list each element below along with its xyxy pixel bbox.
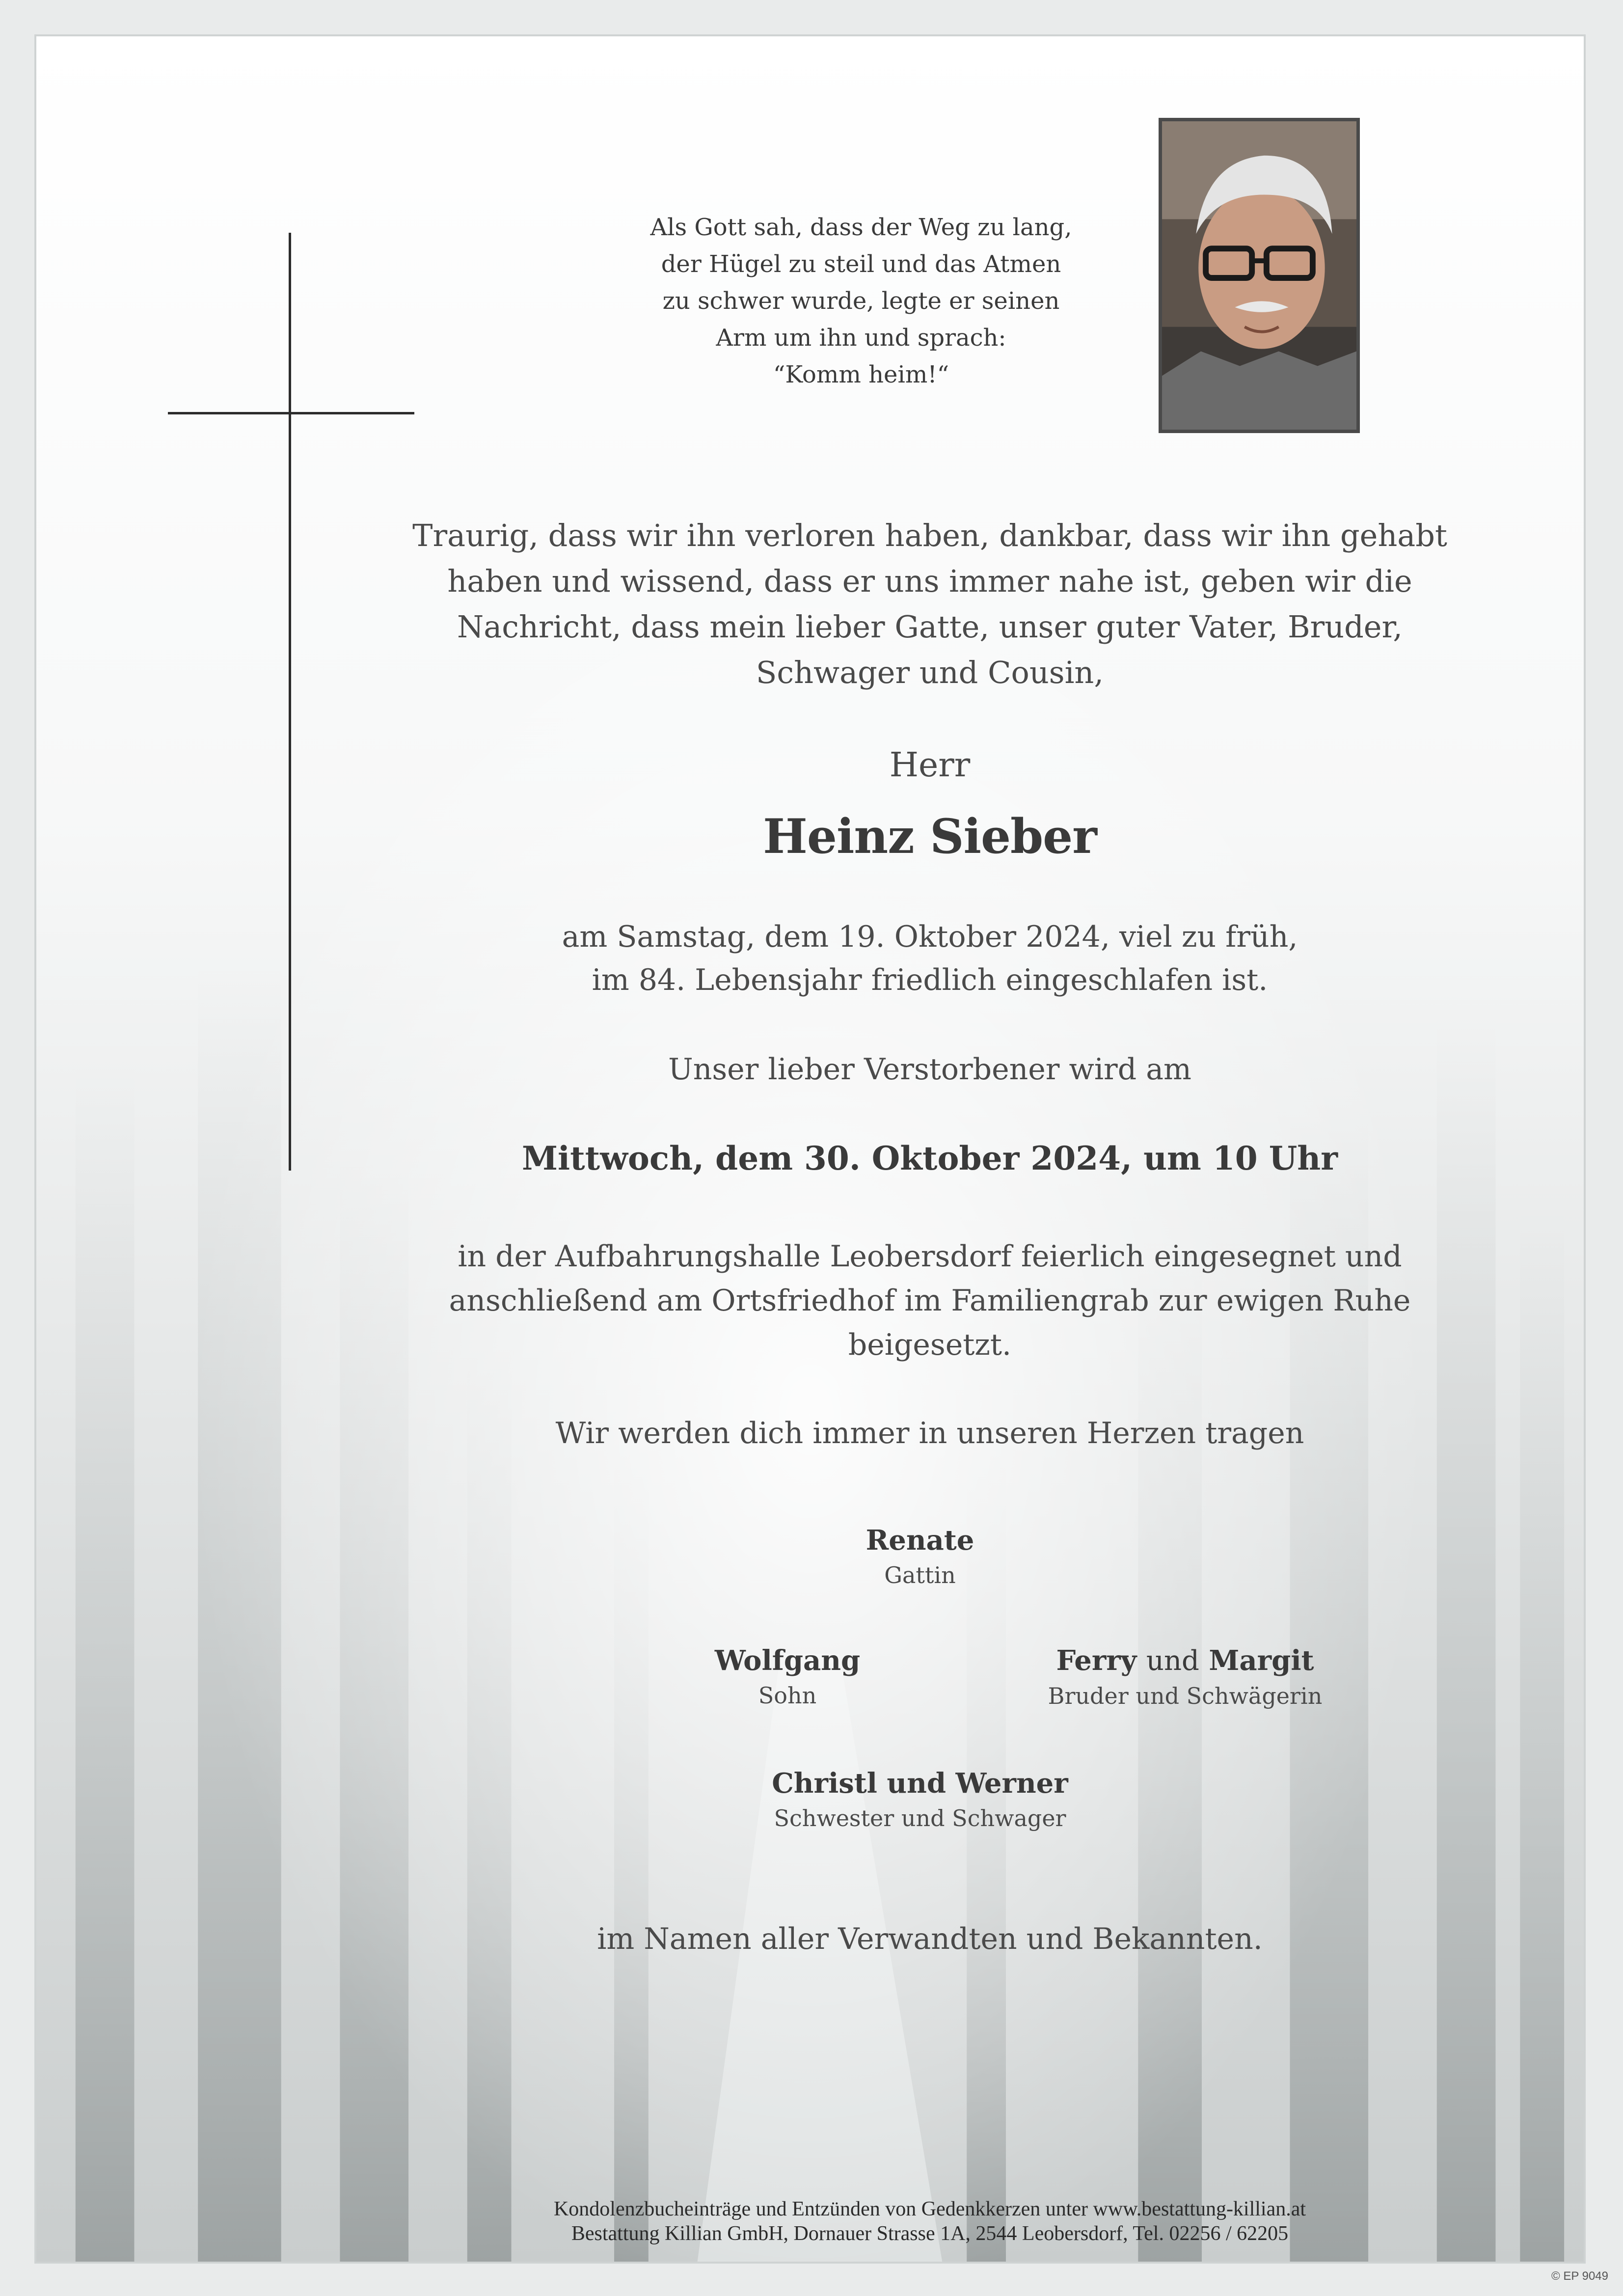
mourner-christl-werner xyxy=(675,1765,1165,1834)
honorific: Herr xyxy=(889,746,971,785)
obituary-sheet xyxy=(34,34,1586,2264)
intro-line: haben und wissend, dass er uns immer nahe ist, geben wir die xyxy=(447,563,1412,599)
mourner-relation: Bruder und Schwägerin xyxy=(1048,1683,1323,1709)
mourner-name: Christl und Werner xyxy=(772,1767,1068,1800)
footer-line-address: Bestattung Killian GmbH, Dornauer Strasse 1A, 2544 Leobersdorf, Tel. 02256 / 62205 xyxy=(571,2222,1289,2245)
place-line: in der Aufbahrungshalle Leobersdorf feierlich eingesegnet und xyxy=(458,1239,1402,1274)
cross-vertical-bar xyxy=(289,233,291,1171)
death-notice xyxy=(301,915,1558,1002)
funeral-date: Mittwoch, dem 30. Oktober 2024, um 10 Uhr xyxy=(521,1139,1338,1177)
portrait-illustration xyxy=(1162,121,1356,430)
death-line: am Samstag, dem 19. Oktober 2024, viel zu früh, xyxy=(562,920,1298,954)
poem-line: “Komm heim!“ xyxy=(773,361,949,388)
poem-line: Als Gott sah, dass der Weg zu lang, xyxy=(650,214,1072,241)
poem-line: der Hügel zu steil und das Atmen xyxy=(661,250,1061,278)
print-code: © EP 9049 xyxy=(1551,2269,1608,2283)
intro-paragraph xyxy=(301,513,1558,695)
mourner-name-first: Ferry xyxy=(1056,1644,1137,1677)
intro-line: Traurig, dass wir ihn verloren haben, dankbar, dass wir ihn gehabt xyxy=(412,518,1447,553)
poem-line: zu schwer wurde, legte er seinen xyxy=(662,287,1060,315)
footer xyxy=(301,2197,1558,2246)
mourner-name-second: Margit xyxy=(1209,1644,1314,1677)
mourner-relation: Sohn xyxy=(758,1682,817,1709)
place-line: beigesetzt. xyxy=(848,1328,1012,1362)
deceased-name: Heinz Sieber xyxy=(763,809,1097,864)
poem xyxy=(567,209,1156,393)
poem-line: Arm um ihn und sprach: xyxy=(716,324,1006,352)
cross-horizontal-bar xyxy=(168,412,414,414)
closing-line: Wir werden dich immer in unseren Herzen tragen xyxy=(555,1416,1304,1450)
footer-line-condolence: Kondolenzbucheinträge und Entzünden von Gedenkkerzen unter www.bestattung-killian.at xyxy=(553,2198,1306,2220)
mourner-ferry-margit xyxy=(792,1642,1578,1712)
funeral-intro: Unser lieber Verstorbener wird am xyxy=(668,1052,1191,1087)
mourner-name-joiner: und xyxy=(1146,1645,1199,1677)
death-line: im 84. Lebensjahr friedlich eingeschlafen ist. xyxy=(592,963,1268,997)
intro-line: Nachricht, dass mein lieber Gatte, unser guter Vater, Bruder, xyxy=(457,609,1403,645)
place-line: anschließend am Ortsfriedhof im Familiengrab zur ewigen Ruhe xyxy=(449,1284,1411,1318)
mourner-relation: Gattin xyxy=(884,1562,956,1588)
funeral-place xyxy=(301,1234,1558,1367)
intro-line: Schwager und Cousin, xyxy=(756,655,1104,690)
mourner-relation: Schwester und Schwager xyxy=(774,1805,1066,1831)
mourner-name: Wolfgang xyxy=(714,1644,861,1677)
portrait-photo xyxy=(1159,118,1360,433)
mourner-name xyxy=(792,1642,1578,1680)
mourner-renate xyxy=(724,1522,1116,1591)
signoff: im Namen aller Verwandten und Bekannten. xyxy=(597,1922,1263,1956)
mourner-name: Renate xyxy=(866,1524,974,1557)
